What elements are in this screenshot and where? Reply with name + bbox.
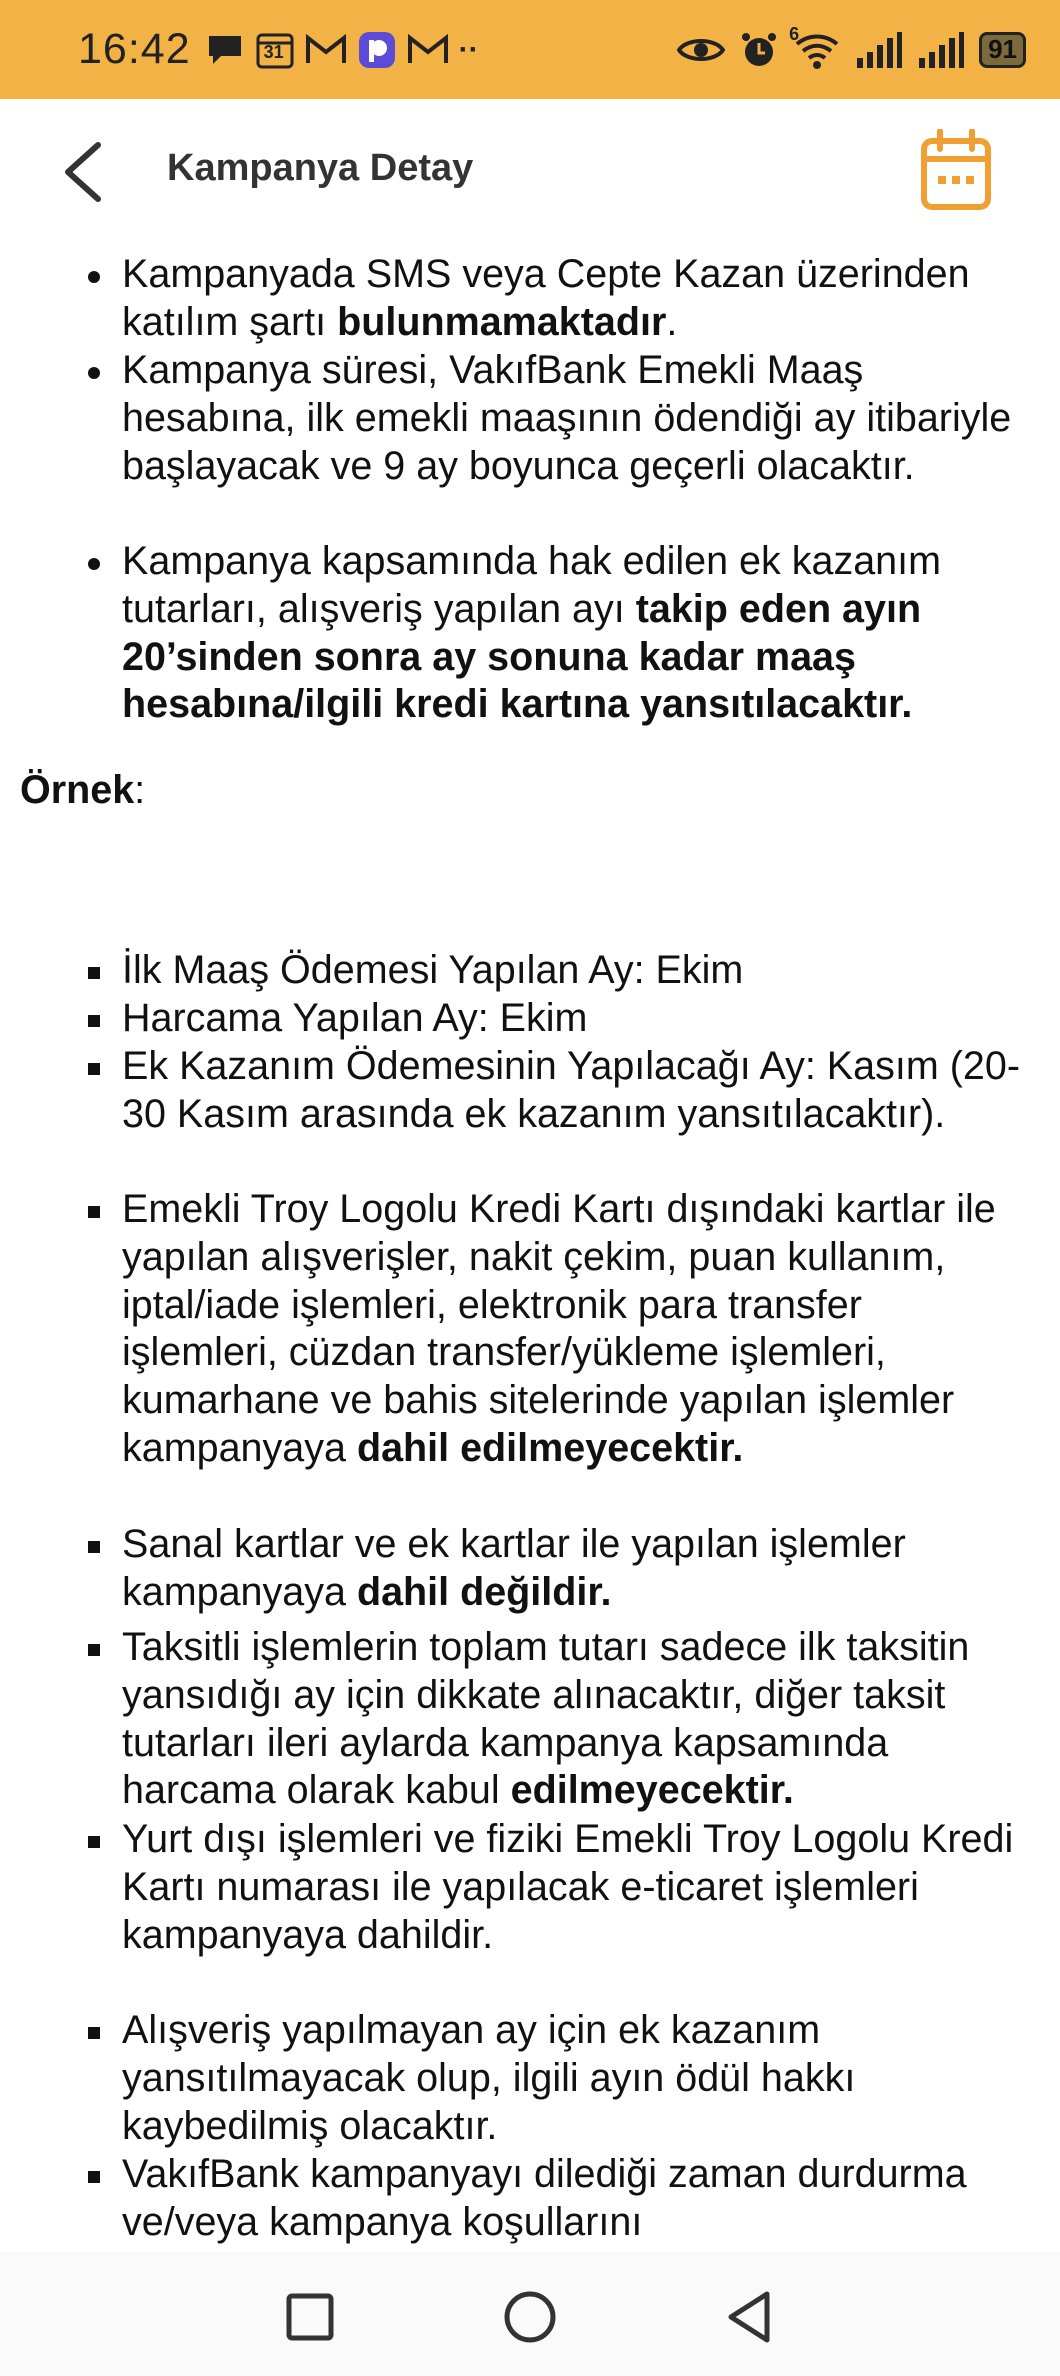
calendar-badge: 31 [263,41,284,62]
bullet-marker [88,2027,100,2039]
bullet-marker [88,271,100,283]
list-item-text: Kampanyada SMS veya Cepte Kazan üzerinden katılım şartı [122,252,970,344]
back-button[interactable] [58,139,108,205]
notification-icons [205,30,479,70]
list-item [122,1816,1022,1959]
list-item [122,1521,1022,1617]
app-bar [0,99,1060,245]
list-item-text: VakıfBank kampanyayı dilediği zaman durdurma ve/veya kampanya koşullarını [122,2152,967,2244]
list-item-text: dahil edilmeyecektir. [356,1425,744,1470]
list-item-text: Emekli Troy Logolu Kredi Kartı dışındaki kartlar ile yapılan alışverişler, nakit çekim, puan kullanım, iptal/iade işlemleri, elektronik para transfer işlemleri, cüzdan transfer/yükleme işlemleri, kumarhane ve bahis sitelerinde yapılan işlemler kampanyaya [122,1187,996,1470]
list-item-text: edilmeyecektir. [510,1768,794,1813]
campaign-content[interactable] [0,245,1060,2252]
list-item-text: takip eden ayın 20’sinden sonra ay sonuna kadar maaş hesabına/ilgili kredi kartına yansıtılacaktır. [122,586,922,727]
status-bar [0,0,1060,99]
home-button[interactable] [495,2282,565,2352]
eye-icon [677,34,725,66]
bullet-marker [88,1206,100,1218]
list-item [122,251,1022,347]
bullet-marker [88,967,100,979]
bullet-marker [88,2171,100,2183]
gmail-icon-2 [407,33,449,67]
system-nav-bar [0,2252,1060,2376]
more-notifications-icon: ·· [458,32,479,66]
list-item-text: Kampanya süresi, VakıfBank Emekli Maaş hesabına, ilk emekli maaşının ödendiği ay itibariyle başlayacak ve 9 ay boyunca geçerli olacaktır. [122,348,1012,488]
bullet-marker [88,558,100,570]
list-item [122,947,1022,995]
list-item-text: bulunmamaktadır [337,299,667,344]
example-heading [20,768,145,813]
bullet-marker [88,1015,100,1027]
battery-level: 91 [988,34,1017,64]
status-time: 16:42 [78,25,191,73]
list-item [122,1043,1022,1139]
list-item-text: Kampanya kapsamında hak edilen ek kazanım tutarları, alışveriş yapılan ayı [122,539,942,631]
system-icons [677,23,1026,70]
list-item-text: . [666,299,678,344]
list-item-text: İlk Maaş Ödemesi Yapılan Ay: Ekim [122,948,744,992]
list-item-text: Sanal kartlar ve ek kartlar ile yapılan işlemler kampanyaya [122,1522,906,1614]
list-item-text: Harcama Yapılan Ay: Ekim [122,996,588,1040]
recent-apps-button[interactable] [275,2282,345,2352]
example-colon: : [134,768,146,812]
back-nav-button[interactable] [715,2282,785,2352]
signal-icon-2 [917,30,965,70]
signal-icon [855,30,903,70]
list-item [122,1624,1022,1815]
list-item [122,538,1022,729]
calendar-icon[interactable] [920,129,992,211]
list-item [122,347,1022,490]
wifi-icon [789,23,841,70]
bullet-marker [88,1063,100,1075]
alarm-icon [739,30,779,70]
list-item [122,1186,1022,1473]
app-logo-icon [357,30,397,70]
list-item [122,2151,1022,2247]
list-item-text: Yurt dışı işlemleri ve fiziki Emekli Troy Logolu Kredi Kartı numarası ile yapılacak e-ticaret işlemleri kampanyaya dahildir. [122,1817,1014,1957]
battery-icon [979,32,1026,68]
list-item-text: Alışveriş yapılmayan ay için ek kazanım yansıtılmayacak olup, ilgili ayın ödül hakkı kaybedilmiş olacaktır. [122,2008,856,2148]
bullet-marker [88,1836,100,1848]
example-label: Örnek [20,768,135,812]
chat-bubble-icon [205,32,245,68]
bullet-marker [88,367,100,379]
gmail-icon [305,33,347,67]
page-title: Kampanya Detay [167,147,474,189]
bullet-marker [88,1644,100,1656]
list-item-text: Ek Kazanım Ödemesinin Yapılacağı Ay: Kasım (20-30 Kasım arasında ek kazanım yansıtılacaktır). [122,1044,1020,1136]
bullet-marker [88,1541,100,1553]
list-item-text: Taksitli işlemlerin toplam tutarı sadece ilk taksitin yansıdığı ay için dikkate alınacaktır, diğer taksit tutarları ileri aylarda kampanya kapsamında harcama olarak kabul [122,1625,970,1813]
calendar-notification-icon [255,30,295,70]
list-item [122,995,1022,1043]
list-item [122,2007,1022,2150]
wifi-label: 6 [789,23,800,44]
list-item-text: dahil değildir. [356,1569,612,1614]
